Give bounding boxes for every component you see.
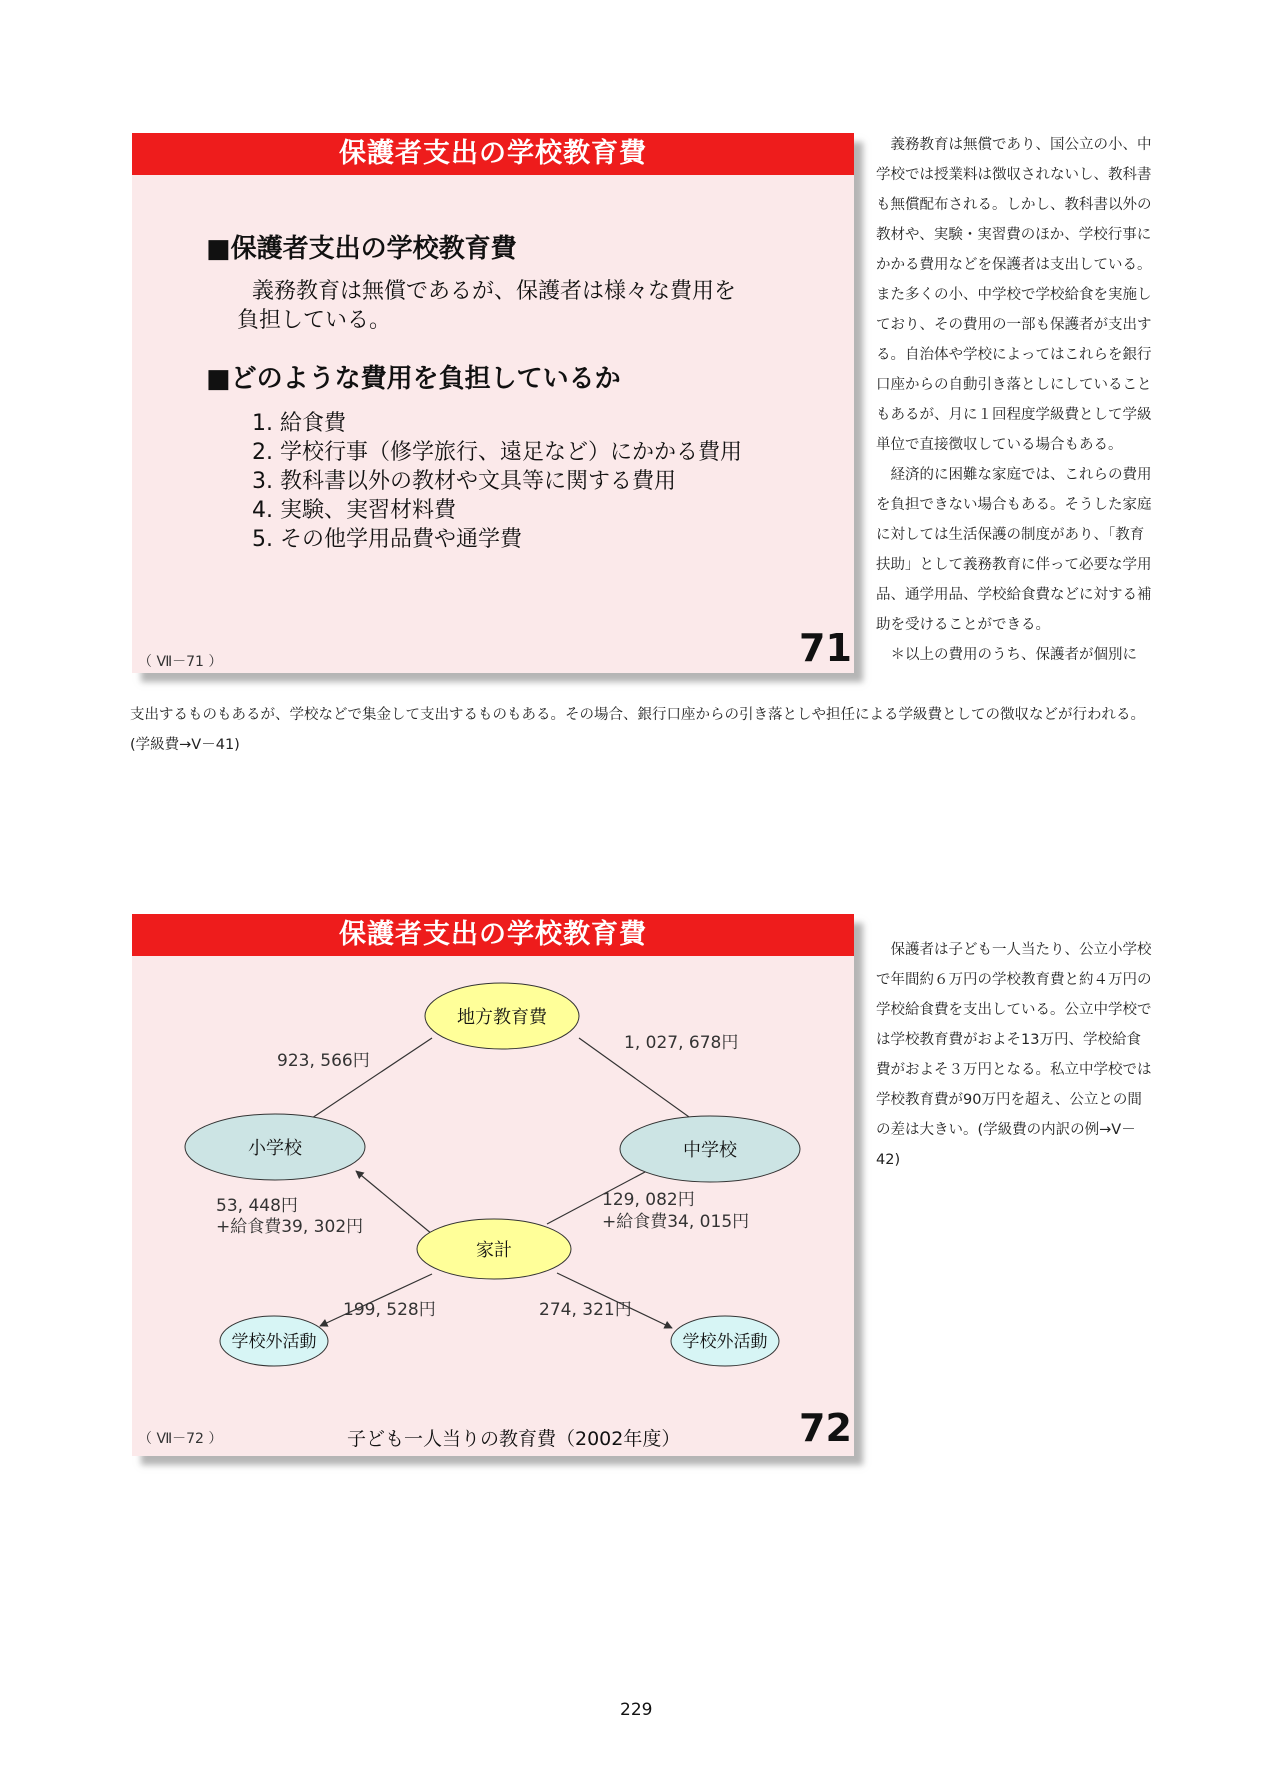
amount-household-to-outside-left: 199, 528円 [343, 1300, 436, 1320]
outside-activity-right-label: 学校外活動 [682, 1332, 768, 1352]
side-paragraph: 保護者は子ども一人当たり、公立小学校で年間約６万円の学校教育費と約４万円の学校給食費を支出している。公立中学校では学校教育費がおよそ13万円、学校給食費がおよそ３万円となる。私立中学校では学校教育費が90万円を超え、公立との間の差は大きい。(学級費の内訳の例→Ⅴ－42) [876, 942, 1152, 1168]
section-heading-expenses: ■保護者支出の学校教育費 [206, 234, 517, 264]
expense-list [252, 409, 742, 554]
side-note-71 [876, 130, 1152, 670]
list-item: 2. 学校行事（修学旅行、遠足など）にかかる費用 [252, 440, 742, 465]
side-paragraph: 経済的に困難な家庭では、これらの費用を負担できない場合もある。そうした家庭に対しては生活保護の制度があり、「教育扶助」として義務教育に伴って必要な学用品、通学用品、学校給食費などに対する補助を受けることができる。 [876, 467, 1152, 633]
diagram-caption: 子ども一人当りの教育費（2002年度） [347, 1428, 681, 1450]
continuation-note [130, 700, 1150, 760]
continuation-paragraph: 支出するものもあるが、学校などで集金して支出するものもある。その場合、銀行口座からの引き落としや担任による学級費としての徴収などが行われる。 [130, 707, 1145, 723]
amount-household-to-junior-high: 129, 082円 [602, 1190, 695, 1210]
outside-activity-left-label: 学校外活動 [231, 1332, 317, 1352]
elementary-label: 小学校 [248, 1138, 302, 1159]
slide-title: 保護者支出の学校教育費 [132, 914, 854, 956]
list-item: 3. 教科書以外の教材や文具等に関する費用 [252, 469, 676, 494]
list-item: 1. 給食費 [252, 411, 346, 436]
amount-household-to-elementary: 53, 448円 [216, 1196, 298, 1216]
section-heading-burden: ■どのような費用を負担しているか [206, 364, 621, 394]
slide-ref: （ Ⅶ－72 ） [138, 1431, 223, 1447]
local-education-label: 地方教育費 [457, 1007, 547, 1028]
body-text-line2: 負担している。 [237, 308, 392, 333]
household-label: 家計 [476, 1240, 512, 1261]
page-number: 229 [620, 1700, 653, 1720]
amount-local-to-elementary: 923, 566円 [277, 1051, 370, 1071]
side-paragraph: 義務教育は無償であり、国公立の小、中学校では授業料は徴収されないし、教科書も無償配布される。しかし、教科書以外の教材や、実験・実習費のほか、学校行事にかかる費用などを保護者は支出している。また多くの小、中学校で学校給食を実施しており、その費用の一部も保護者が支出する。自治体や学校によってはこれらを銀行口座からの自動引き落としにしていることもあるが、月に１回程度学級費として学級単位で直接徴収している場合もある。 [876, 137, 1152, 453]
slide-71 [132, 133, 854, 673]
continuation-reference: (学級費→Ⅴ－41) [130, 737, 240, 753]
slide-72 [132, 914, 854, 1456]
list-item: 4. 実験、実習材料費 [252, 498, 456, 523]
side-note-72 [876, 935, 1152, 1175]
amount-local-to-junior-high: 1, 027, 678円 [624, 1033, 739, 1053]
slide-title: 保護者支出の学校教育費 [132, 133, 854, 175]
body-text-line1: 義務教育は無償であるが、保護者は様々な費用を [252, 279, 737, 304]
list-item: 5. その他学用品費や通学費 [252, 527, 522, 552]
side-paragraph: ＊以上の費用のうち、保護者が個別に [890, 647, 1137, 663]
slide-ref: （ Ⅶ－71 ） [138, 654, 223, 670]
slide-number: 71 [799, 626, 852, 670]
amount-household-to-outside-right: 274, 321円 [539, 1300, 632, 1320]
amount-lunch-junior-high: +給食費34, 015円 [602, 1212, 750, 1232]
slide-number: 72 [799, 1406, 852, 1450]
junior-high-label: 中学校 [683, 1140, 737, 1161]
amount-lunch-elementary: +給食費39, 302円 [216, 1217, 364, 1237]
education-cost-flow-diagram [132, 914, 854, 1456]
